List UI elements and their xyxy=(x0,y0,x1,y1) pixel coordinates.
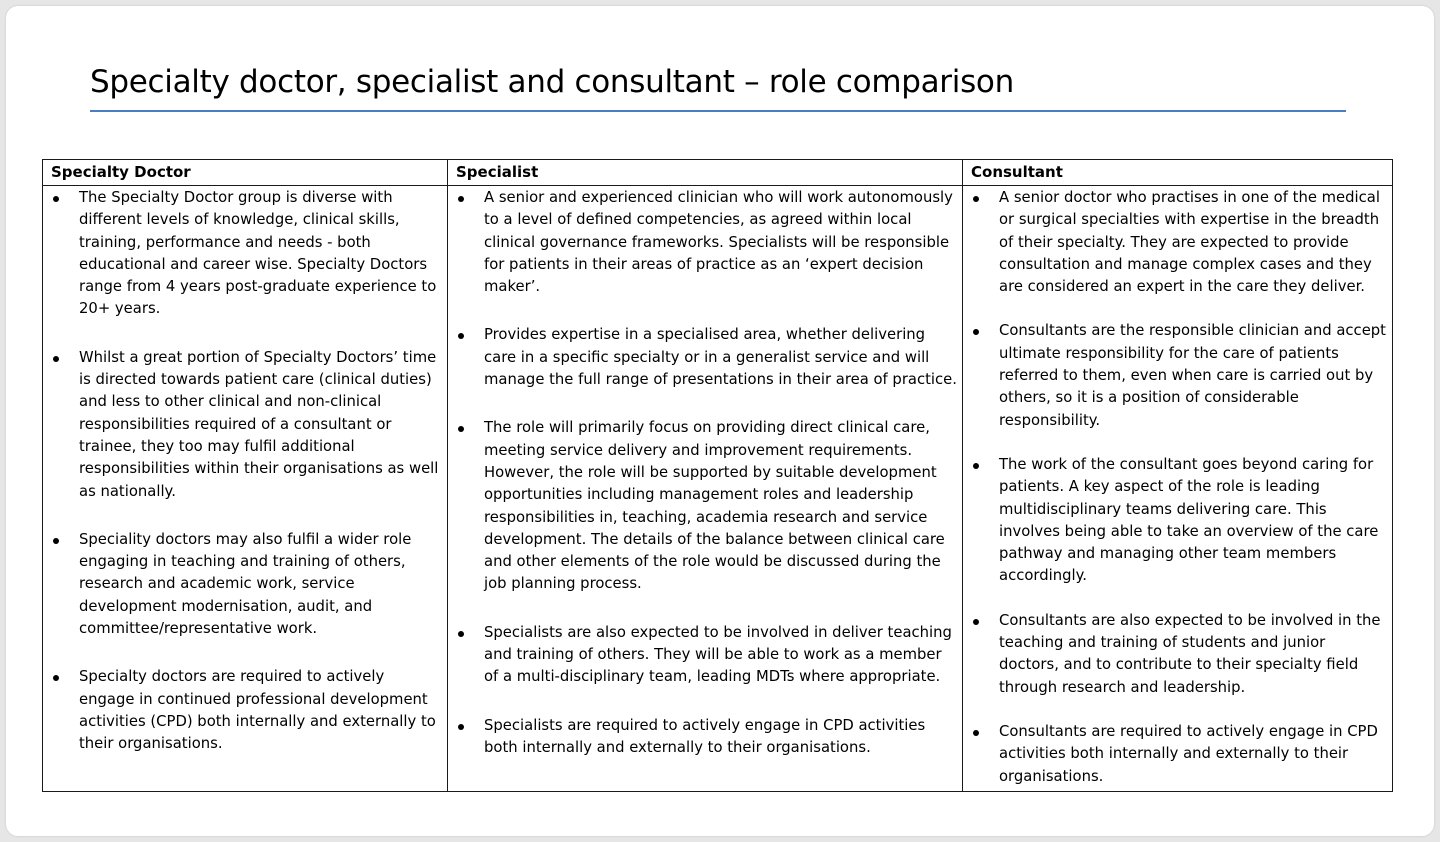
list-item xyxy=(969,187,1388,298)
list-item-text: A senior doctor who practises in one of the medical or surgical specialties with expertise in the breadth of their specialty. They are expected to provide consultation and manage complex cases and they are considered an expert in the care they deliver. xyxy=(999,189,1380,296)
list-item-text: Whilst a great portion of Specialty Doctors’ time is directed towards patient care (clinical duties) and less to other clinical and non-clinical responsibilities required of a consultant or trainee, they too may fulfil additional responsibilities within their organisations as well as nationally. xyxy=(79,348,439,500)
list-item-text: Specialty doctors are required to actively engage in continued professional development activities (CPD) both internally and externally to their organisations. xyxy=(79,668,436,753)
list-item-text: Consultants are required to actively engage in CPD activities both internally and externally to their organisations. xyxy=(999,722,1378,785)
list-item-text: Consultants are the responsible clinician and accept ultimate responsibility for the care of patients referred to them, even when care is carried out by others, so it is a position of considerable responsibility. xyxy=(999,322,1386,429)
table-body-row xyxy=(43,186,1393,792)
list-item xyxy=(454,187,958,298)
list-item xyxy=(49,666,443,755)
list-item-text: Provides expertise in a specialised area, whether delivering care in a specific specialty or in a generalist service and will manage the full range of presentations in their area of practice. xyxy=(484,326,957,389)
specialist-list xyxy=(454,187,958,759)
bullet-icon xyxy=(458,333,464,339)
list-item-text: Specialists are required to actively engage in CPD activities both internally and externally to their organisations. xyxy=(484,716,926,756)
table-header-row xyxy=(43,160,1393,186)
specialty-doctor-cell xyxy=(43,186,448,792)
bullet-icon xyxy=(458,631,464,637)
bullet-icon xyxy=(973,196,979,202)
column-header-specialist: Specialist xyxy=(448,160,963,186)
list-item-text: Consultants are also expected to be involved in the teaching and training of students and junior doctors, and to contribute to their specialty field through research and leadership. xyxy=(999,611,1381,696)
list-item xyxy=(454,622,958,689)
list-item-text: Speciality doctors may also fulfil a wider role engaging in teaching and training of others, research and academic work, service development modernisation, audit, and committee/representative work. xyxy=(79,530,412,638)
page-title: Specialty doctor, specialist and consultant – role comparison xyxy=(90,64,1014,100)
title-underline xyxy=(90,110,1346,112)
list-item-text: A senior and experienced clinician who will work autonomously to a level of defined competencies, as agreed within local clinical governance frameworks. Specialists will be responsible for patients in their areas of practice as an ‘expert decision maker’. xyxy=(484,189,953,296)
consultant-list xyxy=(969,187,1388,788)
bullet-icon xyxy=(973,730,979,736)
role-comparison-table xyxy=(42,159,1393,792)
bullet-icon xyxy=(973,329,979,335)
list-item xyxy=(969,454,1388,588)
bullet-icon xyxy=(458,196,464,202)
bullet-icon xyxy=(53,675,59,681)
list-item-text: Specialists are also expected to be involved in deliver teaching and training of others. They will be able to work as a member of a multi-disciplinary team, leading MDTs where appropriate. xyxy=(484,623,952,686)
bullet-icon xyxy=(458,724,464,730)
list-item-text: The work of the consultant goes beyond caring for patients. A key aspect of the role is leading multidisciplinary teams delivering care. This involves being able to take an overview of the care pathway and managing other team members accordingly. xyxy=(999,455,1379,585)
list-item xyxy=(454,417,958,595)
list-item xyxy=(969,610,1388,699)
column-header-consultant: Consultant xyxy=(963,160,1393,186)
column-header-specialty-doctor: Specialty Doctor xyxy=(43,160,448,186)
list-item-text: The role will primarily focus on providing direct clinical care, meeting service delivery and improvement requirements. However, the role will be supported by suitable development opportunities including management roles and leadership responsibilities in, teaching, academia research and service development. The details of the balance between clinical care and other elements of the role would be discussed during the job planning process. xyxy=(484,419,945,593)
bullet-icon xyxy=(973,619,979,625)
list-item xyxy=(454,715,958,760)
consultant-cell xyxy=(963,186,1393,792)
bullet-icon xyxy=(973,463,979,469)
bullet-icon xyxy=(53,196,59,202)
list-item xyxy=(49,347,443,503)
list-item xyxy=(454,324,958,391)
list-item xyxy=(969,320,1388,431)
list-item-text: The Specialty Doctor group is diverse with different levels of knowledge, clinical skills, training, performance and needs - both educational and career wise. Specialty Doctors range from 4 years post-graduate experience to 20+ years. xyxy=(79,189,437,318)
slide xyxy=(6,6,1434,836)
specialty-doctor-list xyxy=(49,187,443,756)
specialist-cell xyxy=(448,186,963,792)
bullet-icon xyxy=(53,356,59,362)
bullet-icon xyxy=(53,538,59,544)
list-item xyxy=(49,187,443,321)
bullet-icon xyxy=(458,426,464,432)
list-item xyxy=(969,721,1388,788)
list-item xyxy=(49,529,443,640)
